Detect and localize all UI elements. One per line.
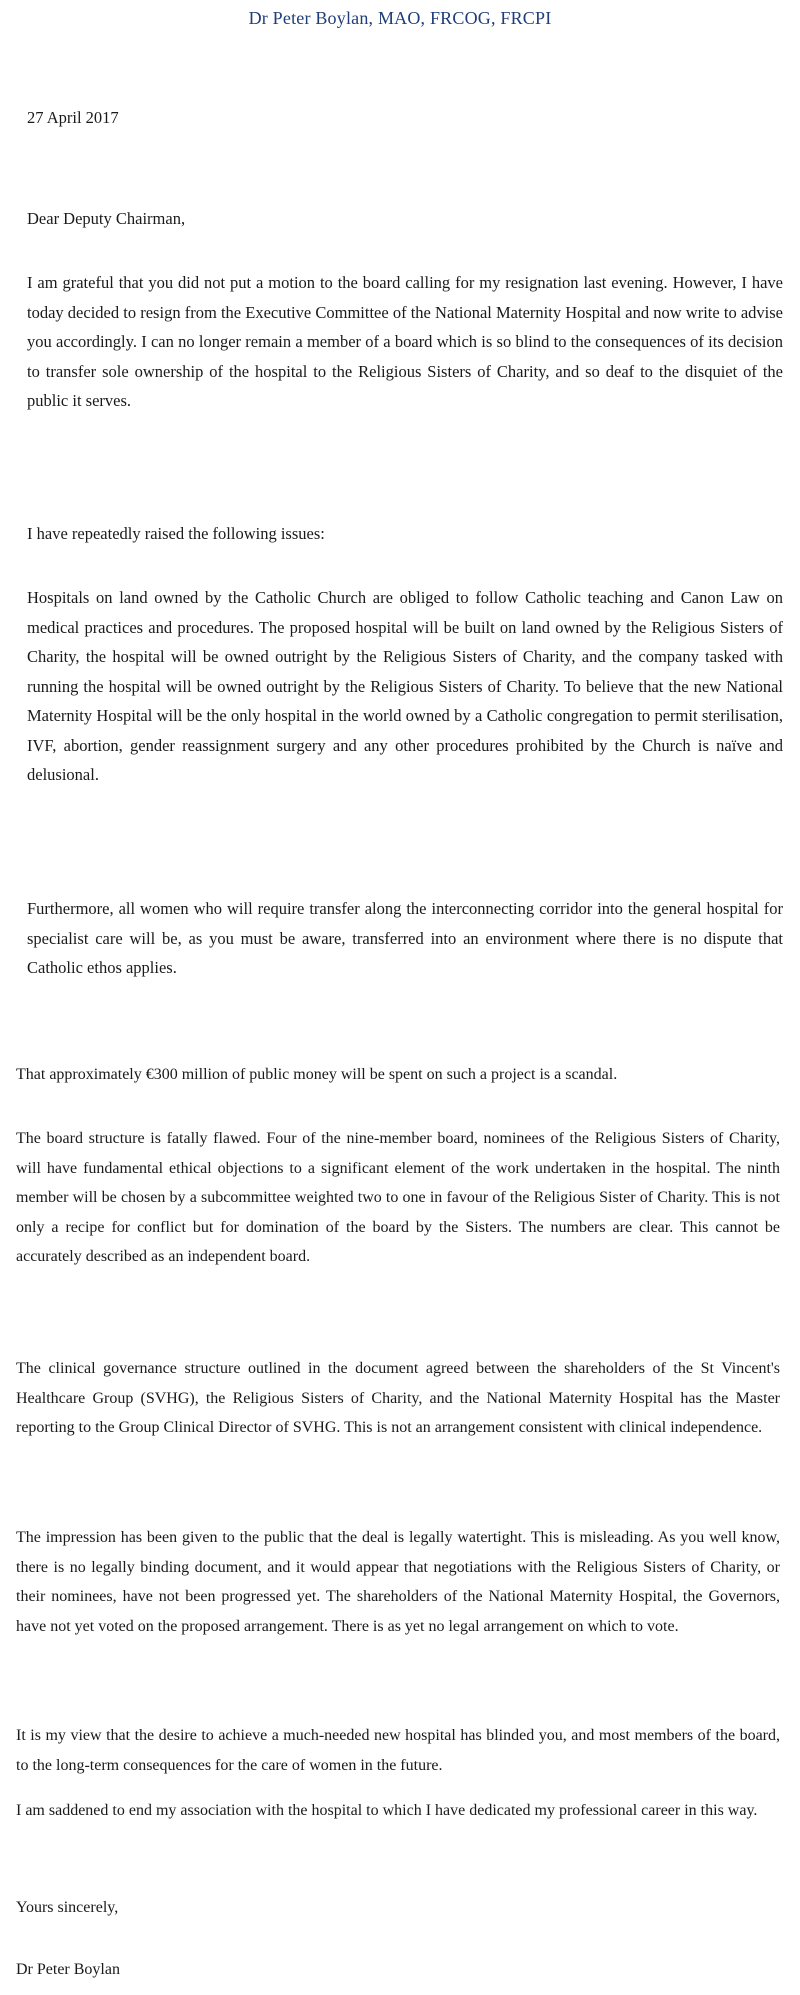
closing: Yours sincerely, — [16, 1899, 119, 1916]
letter-date: 27 April 2017 — [27, 108, 119, 127]
paragraph-board-structure: The board structure is fatally flawed. Four of the nine-member board, nominees of the Religious Sisters of Charity, will have fundamental ethical objections to a significant element of the work undertaken in the hospital. The ninth member will be chosen by a subcommittee weighted two to one in favour of the Religious Sister of Charity. This is not only a recipe for conflict but for domination of the board by the Sisters. The numbers are clear. This cannot be accurately described as an independent board. — [16, 1130, 780, 1266]
paragraph-closing-remarks: I am saddened to end my association with the hospital to which I have dedicated my professional career in this way. — [16, 1802, 758, 1819]
paragraph-clinical-governance: The clinical governance structure outlined in the document agreed between the shareholders of the St Vincent's Healthcare Group (SVHG), the Religious Sisters of Charity, and the National Maternity Hospital has the Master reporting to the Group Clinical Director of SVHG. This is not an arrangement consistent with clinical independence. — [16, 1360, 780, 1437]
paragraph-transfer-corridor: Furthermore, all women who will require transfer along the interconnecting corridor into the general hospital for specialist care will be, as you must be aware, transferred into an environment where there is no dispute that Catholic ethos applies. — [27, 899, 783, 977]
paragraph-long-term-view: It is my view that the desire to achieve a much-needed new hospital has blinded you, and most members of the board, to the long-term consequences for the care of women in the future. — [16, 1727, 780, 1774]
paragraph-issues-intro: I have repeatedly raised the following issues: — [27, 524, 325, 543]
signature: Dr Peter Boylan — [16, 1961, 120, 1978]
paragraph-catholic-ownership: Hospitals on land owned by the Catholic Church are obliged to follow Catholic teaching and Canon Law on medical practices and procedures. The proposed hospital will be built on land owned by the Religious Sisters of Charity, the hospital will be owned outright by the Religious Sisters of Charity, and the company tasked with running the hospital will be owned outright by the Religious Sisters of Charity. To believe that the new National Maternity Hospital will be the only hospital in the world owned by a Catholic congregation to permit sterilisation, IVF, abortion, gender reassignment surgery and any other procedures prohibited by the Church is naïve and delusional. — [27, 588, 783, 784]
paragraph-legal-status: The impression has been given to the public that the deal is legally watertight. This is misleading. As you well know, there is no legally binding document, and it would appear that negotiations with the Religious Sisters of Charity, or their nominees, have not been progressed yet. The shareholders of the National Maternity Hospital, the Governors, have not yet voted on the proposed arrangement. There is as yet no legal arrangement on which to vote. — [16, 1529, 780, 1635]
salutation: Dear Deputy Chairman, — [27, 209, 186, 228]
paragraph-public-money: That approximately €300 million of public money will be spent on such a project is a scandal. — [16, 1066, 618, 1083]
paragraph-resignation: I am grateful that you did not put a motion to the board calling for my resignation last evening. However, I have today decided to resign from the Executive Committee of the National Maternity Hospital and now write to advise you accordingly. I can no longer remain a member of a board which is so blind to the consequences of its decision to transfer sole ownership of the hospital to the Religious Sisters of Charity, and so deaf to the disquiet of the public it serves. — [27, 273, 783, 410]
letterhead: Dr Peter Boylan, MAO, FRCOG, FRCPI — [248, 8, 552, 28]
